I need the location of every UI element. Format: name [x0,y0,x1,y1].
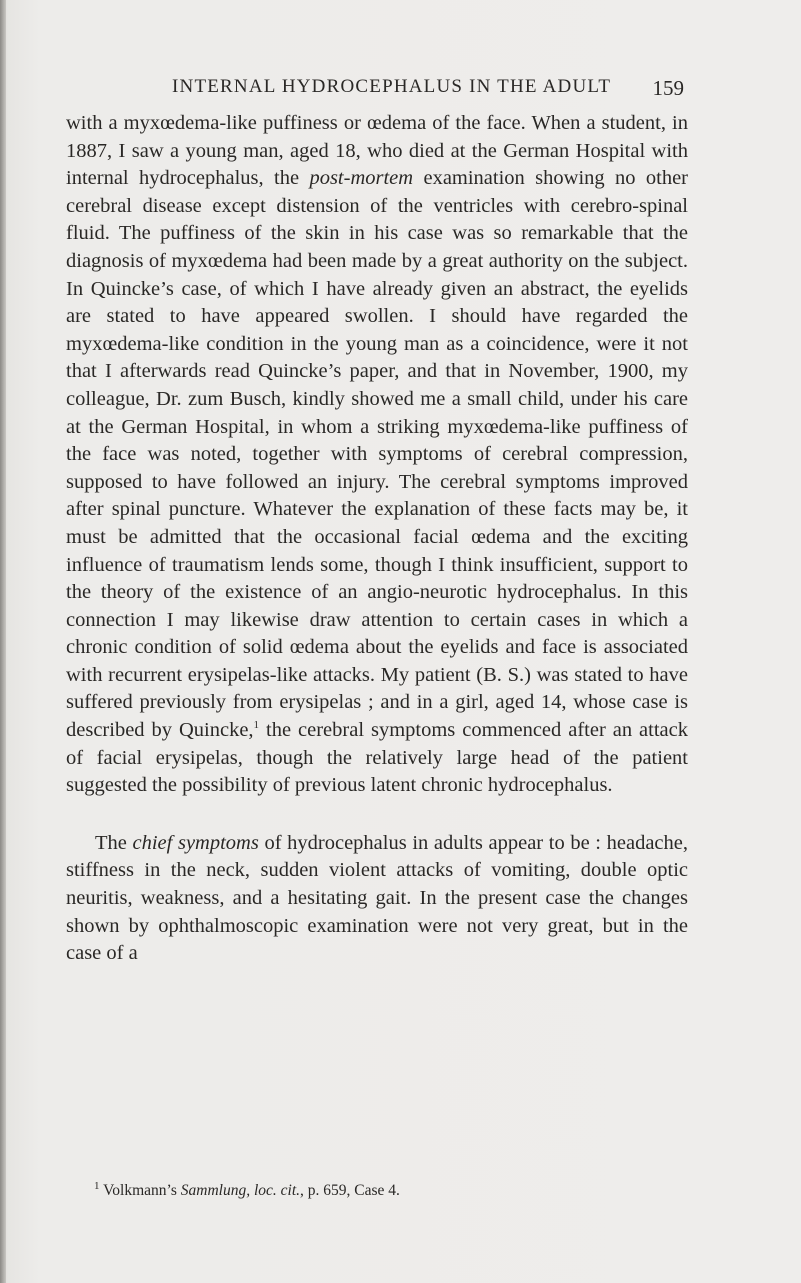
text-segment: chief symptoms [132,831,259,854]
page-spine-shadow [0,0,6,1283]
text-segment: with a myxœdema-like puffiness or œdema of the face. When a student, in 1887, I saw a young man, aged 18, who died at the German Hospital with internal hydrocephalus, the [66,112,688,190]
text-segment: post-mortem [309,167,414,190]
text-segment: of hydrocephalus in adults appear to be : headache, stiffness in the neck, sudden violent attacks of vomiting, double optic neuritis, weakness, and a hesitating gait. In the present case the changes shown by ophthalmoscopic examination were not very great, but in the case of a [66,831,688,965]
text-segment: The [95,831,133,854]
paragraph-1 [66,110,688,800]
text-segment: examination showing no other cerebral disease except distension of the ventricles with cerebro-spinal fluid. The puffiness of the skin in his case was so remarkable that the diagnosis of myxœdema had been made by a great authority on the subject. In Quincke’s case, of which I have already given an abstract, the eyelids are stated to have appeared swollen. I should have regarded the myxœdema-like condition in the young man as a coincidence, were it not that I afterwards read Quincke’s paper, and that in November, 1900, my colleague, Dr. zum Busch, kindly showed me a small child, under his care at the German Hospital, in whom a striking myxœdema-like puffiness of the face was noted, together with symptoms of cerebral compression, supposed to have followed an injury. The cerebral symptoms improved after spinal puncture. Whatever the explanation of these facts may be, it must be admitted that the occasional facial œdema and the exciting influence of traumatism lends some, though I think insufficient, support to the theory of the existence of an angio-neurotic hydrocephalus. In this connection I may likewise draw attention to certain cases in which a chronic condition of solid œdema about the eyelids and face is associated with recurrent erysipelas-like attacks. My patient (B. S.) was stated to have suffered previously from erysipelas ; and in a girl, aged 14, whose case is described by Quincke, [66,167,689,742]
body-text [66,110,688,968]
footnote-segment: , p. 659, Case 4. [300,1182,400,1199]
text-segment: 1 [253,719,260,732]
paragraph-gap [66,800,688,830]
page-number: 159 [652,76,684,100]
footnote [94,1181,694,1201]
running-title: INTERNAL HYDROCEPHALUS IN THE ADULT [172,76,612,97]
paragraph-2 [66,830,688,968]
text-segment: the cerebral symptoms commenced after an attack of facial erysipelas, though the relatively large head of the patient suggested the possibility of previous latent chronic hydrocephalus. [66,719,688,797]
footnote-segment: Sammlung, loc. cit. [180,1182,300,1199]
footnote-marker: 1 [94,1179,100,1192]
footnote-segment: Volkmann’s [99,1182,181,1199]
footnote-text [100,1182,400,1199]
